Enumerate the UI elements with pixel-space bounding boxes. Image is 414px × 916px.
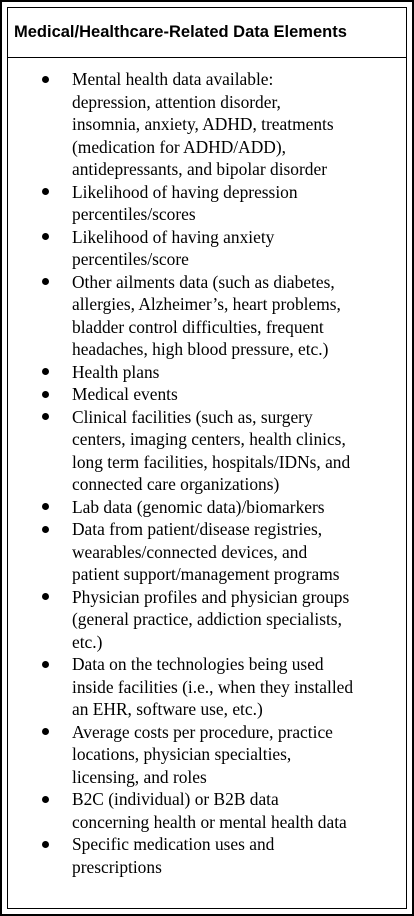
list-item-line: Likelihood of having depression <box>72 181 298 202</box>
list-item-line: Data on the technologies being used <box>72 654 324 674</box>
list-item-line: Health plans <box>72 361 160 382</box>
bullet-icon <box>42 391 49 398</box>
list-item <box>8 226 406 271</box>
list-item-line: allergies, Alzheimer’s, heart problems, <box>72 294 341 314</box>
list-item <box>8 68 406 181</box>
list-item <box>8 271 406 361</box>
bullet-icon <box>42 526 49 533</box>
list-item-line: depression, attention disorder, <box>72 91 281 112</box>
list-item-line: headaches, high blood pressure, etc.) <box>72 339 329 359</box>
list-item <box>8 496 406 519</box>
bullet-icon <box>42 188 49 195</box>
list-item-line: percentiles/scores <box>72 204 196 224</box>
list-item-line: long term facilities, hospitals/IDNs, and <box>72 451 351 472</box>
list-item <box>8 406 406 496</box>
list-item-line: connected care organizations) <box>72 474 280 494</box>
list-item-line: Data from patient/disease registries, <box>72 519 323 539</box>
bullet-icon <box>42 503 49 510</box>
list-item-line: an EHR, software use, etc.) <box>72 699 263 719</box>
list-item-line: Other ailments data (such as diabetes, <box>72 271 335 292</box>
list-item <box>8 721 406 789</box>
list-item <box>8 653 406 721</box>
bullet-icon <box>42 413 49 420</box>
bullet-icon <box>42 593 49 600</box>
table-title: Medical/Healthcare-Related Data Elements <box>14 23 347 41</box>
list-item <box>8 788 406 833</box>
list-item-line: wearables/connected devices, and <box>72 541 308 562</box>
list-item-line: Mental health data available: <box>72 69 274 89</box>
list-item <box>8 181 406 226</box>
list-item <box>8 586 406 654</box>
bullet-icon <box>42 233 49 240</box>
bullet-icon <box>42 76 49 83</box>
bullet-icon <box>42 841 49 848</box>
list-item-line: (medication for ADHD/ADD), <box>72 136 286 157</box>
list-item-line: inside facilities (i.e., when they installed <box>72 676 354 697</box>
list-item <box>8 383 406 406</box>
list-item-line: centers, imaging centers, health clinics, <box>72 429 346 449</box>
list-item-line: B2C (individual) or B2B data <box>72 789 279 809</box>
list-item-line: locations, physician specialties, <box>72 744 292 764</box>
list-item-line: Likelihood of having anxiety <box>72 226 275 247</box>
list-item-line: prescriptions <box>72 856 162 877</box>
list-item-line: licensing, and roles <box>72 766 207 787</box>
bullet-icon <box>42 661 49 668</box>
list-item-line: etc.) <box>72 631 103 652</box>
list-item-line: insomnia, anxiety, ADHD, treatments <box>72 114 334 134</box>
list-item-line: Specific medication uses and <box>72 834 275 854</box>
list-item-line: bladder control difficulties, frequent <box>72 316 324 337</box>
list-item-line: percentiles/score <box>72 249 189 269</box>
list-item-line: Medical events <box>72 384 178 404</box>
table-header <box>8 8 406 58</box>
bullet-icon <box>42 368 49 375</box>
table-inner-border <box>7 7 407 909</box>
list-item-line: antidepressants, and bipolar disorder <box>72 159 327 179</box>
list-item-line: concerning health or mental health data <box>72 811 347 832</box>
list-item-line: patient support/management programs <box>72 564 340 584</box>
list-item-line: Physician profiles and physician groups <box>72 586 350 607</box>
bullet-icon <box>42 796 49 803</box>
list-item-line: Average costs per procedure, practice <box>72 721 333 742</box>
list-item-line: Lab data (genomic data)/biomarkers <box>72 496 325 517</box>
bullet-icon <box>42 278 49 285</box>
list-item-line: Clinical facilities (such as, surgery <box>72 406 313 427</box>
list-item <box>8 833 406 878</box>
list-item-line: (general practice, addiction specialists, <box>72 609 342 629</box>
list-item <box>8 518 406 586</box>
data-elements-list <box>8 68 406 878</box>
list-item <box>8 361 406 384</box>
bullet-icon <box>42 728 49 735</box>
